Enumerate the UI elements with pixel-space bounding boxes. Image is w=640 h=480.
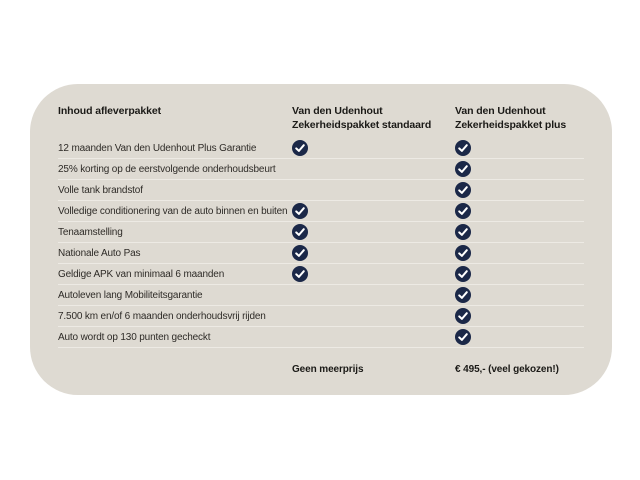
check-circle-icon <box>292 224 308 240</box>
check-cell-standaard <box>292 159 455 179</box>
table-row <box>58 180 584 201</box>
feature-rows <box>58 138 584 348</box>
check-cell-plus <box>455 180 584 200</box>
row-label: Volle tank brandstof <box>58 184 143 196</box>
column-header-line: Van den Udenhout <box>292 105 383 117</box>
column-header-line: Zekerheidspakket plus <box>455 119 567 131</box>
check-circle-icon <box>455 287 471 303</box>
table-footer <box>58 364 584 375</box>
check-cell-standaard <box>292 201 455 221</box>
table-row <box>58 243 584 264</box>
check-circle-icon <box>455 203 471 219</box>
table-row <box>58 285 584 306</box>
check-cell-standaard <box>292 222 455 242</box>
check-circle-icon <box>292 140 308 156</box>
row-label: 12 maanden Van den Udenhout Plus Garantie <box>58 142 257 154</box>
check-circle-icon <box>455 329 471 345</box>
row-label: 25% korting op de eerstvolgende onderhoudsbeurt <box>58 163 276 175</box>
check-cell-plus <box>455 285 584 305</box>
column-header-plus <box>455 104 584 132</box>
check-cell-standaard <box>292 327 455 347</box>
check-cell-plus <box>455 159 584 179</box>
check-cell-plus <box>455 222 584 242</box>
check-circle-icon <box>455 182 471 198</box>
check-circle-icon <box>455 224 471 240</box>
row-label: Geldige APK van minimaal 6 maanden <box>58 268 225 280</box>
table-row <box>58 264 584 285</box>
check-cell-plus <box>455 306 584 326</box>
check-cell-standaard <box>292 285 455 305</box>
column-header-line: Zekerheidspakket standaard <box>292 119 432 131</box>
table-row <box>58 306 584 327</box>
check-cell-standaard <box>292 138 455 158</box>
delivery-package-card <box>30 84 612 395</box>
check-circle-icon <box>455 245 471 261</box>
row-label: Autoleven lang Mobiliteitsgarantie <box>58 289 203 301</box>
check-cell-plus <box>455 327 584 347</box>
check-cell-plus <box>455 201 584 221</box>
table-header <box>58 104 584 132</box>
check-cell-plus <box>455 264 584 284</box>
column-header-line: Van den Udenhout <box>455 105 546 117</box>
column-header-standaard <box>292 104 455 132</box>
check-circle-icon <box>292 245 308 261</box>
row-label: Tenaamstelling <box>58 226 123 238</box>
check-circle-icon <box>292 203 308 219</box>
row-label: 7.500 km en/of 6 maanden onderhoudsvrij rijden <box>58 310 266 322</box>
check-cell-standaard <box>292 264 455 284</box>
check-circle-icon <box>455 161 471 177</box>
check-cell-standaard <box>292 180 455 200</box>
table-row <box>58 222 584 243</box>
check-circle-icon <box>455 266 471 282</box>
table-row <box>58 201 584 222</box>
price-plus: € 495,- (veel gekozen!) <box>455 364 559 375</box>
check-circle-icon <box>292 266 308 282</box>
row-label: Auto wordt op 130 punten gecheckt <box>58 331 211 343</box>
row-label: Nationale Auto Pas <box>58 247 141 259</box>
table-row <box>58 327 584 348</box>
check-cell-standaard <box>292 243 455 263</box>
row-label: Volledige conditionering van de auto binnen en buiten <box>58 205 288 217</box>
check-cell-plus <box>455 138 584 158</box>
check-circle-icon <box>455 308 471 324</box>
check-cell-plus <box>455 243 584 263</box>
feature-column-title: Inhoud afleverpakket <box>58 105 162 117</box>
check-circle-icon <box>455 140 471 156</box>
price-standaard: Geen meerprijs <box>292 364 364 375</box>
table-row <box>58 138 584 159</box>
check-cell-standaard <box>292 306 455 326</box>
table-row <box>58 159 584 180</box>
